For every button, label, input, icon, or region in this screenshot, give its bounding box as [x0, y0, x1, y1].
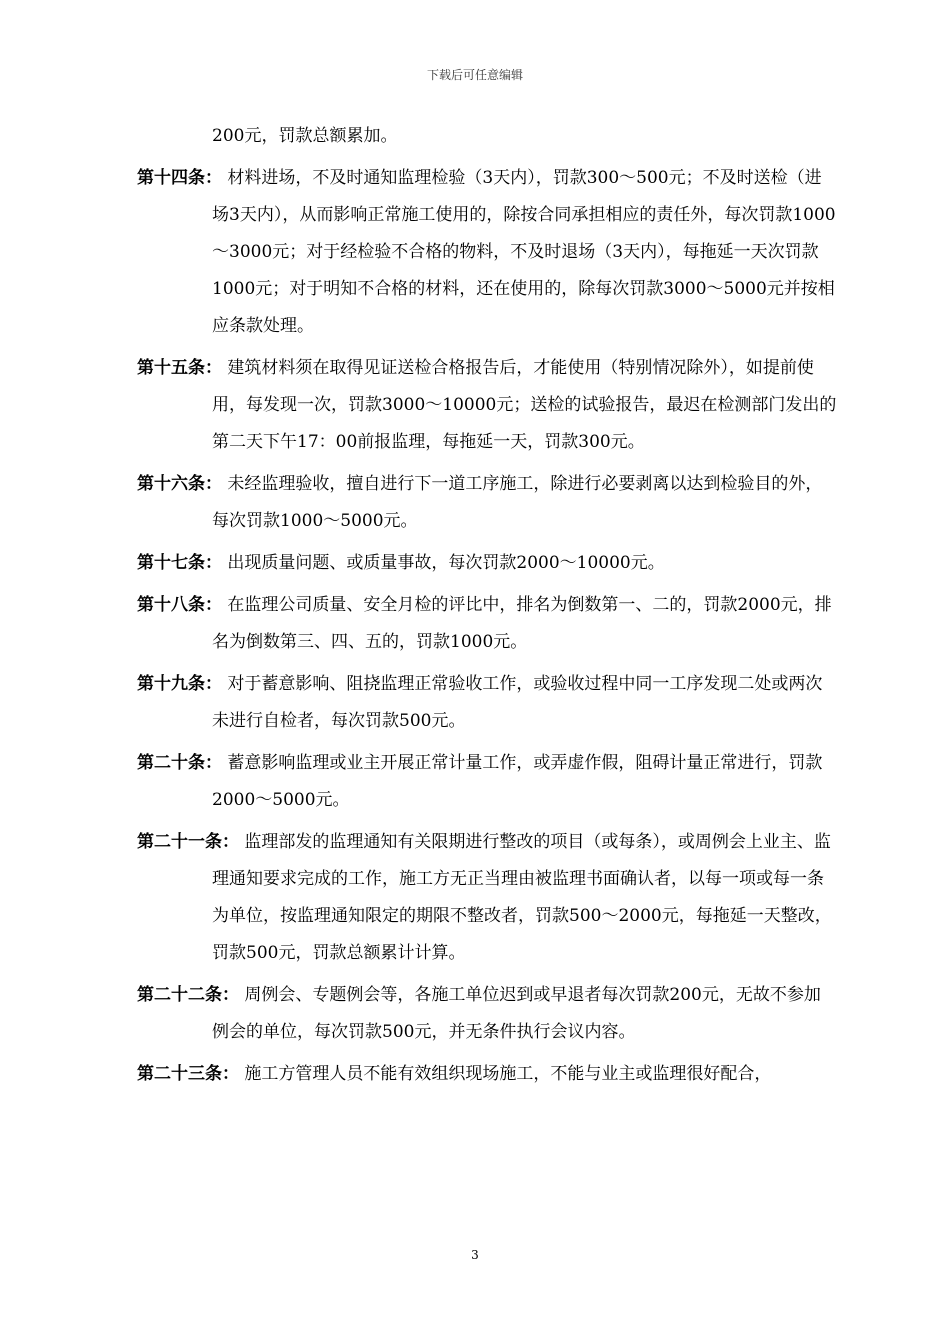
continuation-paragraph: 200元，罚款总额累加。 — [212, 126, 398, 146]
article-text: 周例会、专题例会等，各施工单位迟到或早退者每次罚款200元，无故不参加例会的单位，每次罚款500元，并无条件执行会议内容。 — [212, 985, 821, 1042]
article-label: 第十五条： — [137, 358, 222, 378]
article-18 — [137, 587, 837, 661]
article-label: 第二十三条： — [137, 1064, 239, 1084]
article-22 — [137, 977, 837, 1051]
article-label: 第十九条： — [137, 674, 222, 694]
article-21 — [137, 824, 837, 972]
article-16 — [137, 466, 837, 540]
article-text: 施工方管理人员不能有效组织现场施工，不能与业主或监理很好配合， — [244, 1064, 772, 1084]
article-text: 建筑材料须在取得见证送检合格报告后，才能使用（特别情况除外），如提前使用，每发现一次，罚款3000～10000元；送检的试验报告，最迟在检测部门发出的第二天下午17：00前报监理，每拖延一天，罚款300元。 — [212, 358, 837, 452]
article-text: 监理部发的监理通知有关限期进行整改的项目（或每条），或周例会上业主、监理通知要求完成的工作，施工方无正当理由被监理书面确认者，以每一项或每一条为单位，按监理通知限定的期限不整改者，罚款500～2000元，每拖延一天整改，罚款500元，罚款总额累计计算。 — [212, 832, 832, 963]
article-20 — [137, 745, 837, 819]
article-text: 对于蓄意影响、阻挠监理正常验收工作，或验收过程中同一工序发现二处或两次未进行自检者，每次罚款500元。 — [212, 674, 823, 731]
article-text: 出现质量问题、或质量事故，每次罚款2000～10000元。 — [227, 553, 665, 573]
document-body — [137, 118, 837, 1098]
article-label: 第二十二条： — [137, 985, 239, 1005]
article-text: 材料进场，不及时通知监理检验（3天内），罚款300～500元；不及时送检（进场3天内），从而影响正常施工使用的，除按合同承担相应的责任外，每次罚款1000～3000元；对于经检验不合格的物料，不及时退场（3天内），每拖延一天次罚款1000元；对于明知不合格的材料，还在使用的，除每次罚款3000～5000元并按相应条款处理。 — [212, 168, 836, 336]
article-15 — [137, 350, 837, 461]
article-19 — [137, 666, 837, 740]
article-17 — [137, 545, 837, 582]
article-14 — [137, 160, 837, 345]
article-label: 第十七条： — [137, 553, 222, 573]
article-label: 第十六条： — [137, 474, 222, 494]
article-text: 未经监理验收，擅自进行下一道工序施工，除进行必要剥离以达到检验目的外，每次罚款1000～5000元。 — [212, 474, 823, 531]
article-text: 在监理公司质量、安全月检的评比中，排名为倒数第一、二的，罚款2000元，排名为倒数第三、四、五的，罚款1000元。 — [212, 595, 832, 652]
page-number: 3 — [471, 1248, 479, 1262]
article-label: 第二十条： — [137, 753, 222, 773]
article-text: 蓄意影响监理或业主开展正常计量工作，或弄虚作假，阻碍计量正常进行，罚款2000～5000元。 — [212, 753, 823, 810]
article-label: 第十八条： — [137, 595, 222, 615]
article-label: 第十四条： — [137, 168, 222, 188]
page-header: 下载后可任意编辑 — [426, 68, 523, 82]
article-label: 第二十一条： — [137, 832, 239, 852]
article-23 — [137, 1056, 837, 1093]
